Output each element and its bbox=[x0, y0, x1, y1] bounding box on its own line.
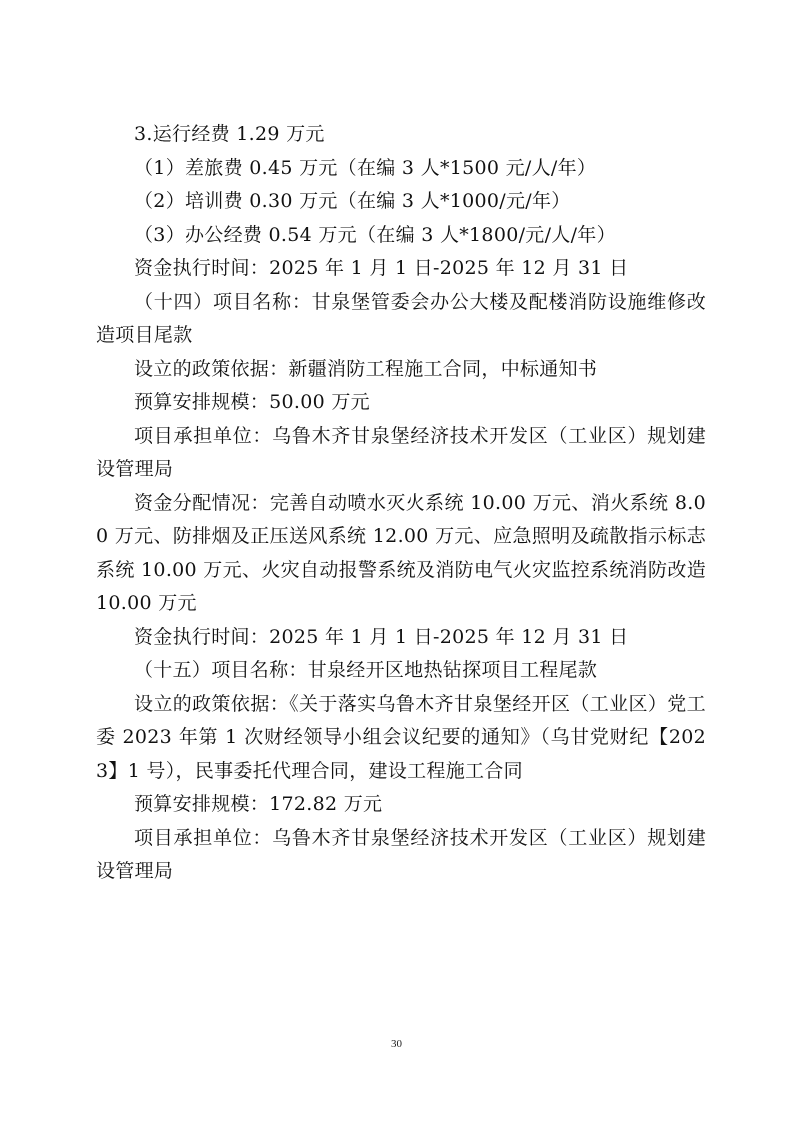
paragraph-execution-time-2: 资金执行时间：2025 年 1 月 1 日-2025 年 12 月 31 日 bbox=[134, 625, 629, 648]
paragraph-project-15-unit: 项目承担单位：乌鲁木齐甘泉堡经济技术开发区（工业区）规划建设管理局 bbox=[96, 826, 706, 882]
paragraph-project-15-policy: 设立的政策依据：《关于落实乌鲁木齐甘泉堡经开区（工业区）党工委 2023 年第 1 次财经领导小组会议纪要的通知》（乌甘党财纪【2023】1 号），民事委托代理合同，建设工程施工合同 bbox=[96, 692, 706, 782]
paragraph-execution-time-1: 资金执行时间：2025 年 1 月 1 日-2025 年 12 月 31 日 bbox=[134, 257, 629, 279]
page-number: 30 bbox=[391, 1038, 402, 1050]
paragraph-project-14-allocation: 资金分配情况：完善自动喷水灭火系统 10.00 万元、消火系统 8.00 万元、防排烟及正压送风系统 12.00 万元、应急照明及疏散指示标志系统 10.00 万元、火灾自动报警系统及消防电气火灾监控系统消防改造 10.00 万元 bbox=[96, 491, 706, 614]
paragraph-project-14-budget: 预算安排规模：50.00 万元 bbox=[134, 391, 370, 413]
paragraph-travel-cost: （1）差旅费 0.45 万元（在编 3 人*1500 元/人/年） bbox=[134, 156, 597, 179]
paragraph-office-cost: （3）办公经费 0.54 万元（在编 3 人*1800/元/人/年） bbox=[134, 223, 616, 246]
paragraph-project-15-budget: 预算安排规模：172.82 万元 bbox=[134, 793, 383, 815]
paragraph-project-14-policy: 设立的政策依据：新疆消防工程施工合同，中标通知书 bbox=[134, 357, 598, 380]
document-body bbox=[96, 118, 706, 889]
paragraph-operating-cost: 3.运行经费 1.29 万元 bbox=[134, 123, 325, 145]
paragraph-project-14-unit: 项目承担单位：乌鲁木齐甘泉堡经济技术开发区（工业区）规划建设管理局 bbox=[96, 424, 706, 480]
paragraph-project-15-name: （十五）项目名称：甘泉经开区地热钻探项目工程尾款 bbox=[134, 659, 598, 681]
paragraph-training-cost: （2）培训费 0.30 万元（在编 3 人*1000/元/年） bbox=[134, 190, 571, 212]
paragraph-project-14-name: （十四）项目名称：甘泉堡管委会办公大楼及配楼消防设施维修改造项目尾款 bbox=[96, 290, 706, 346]
